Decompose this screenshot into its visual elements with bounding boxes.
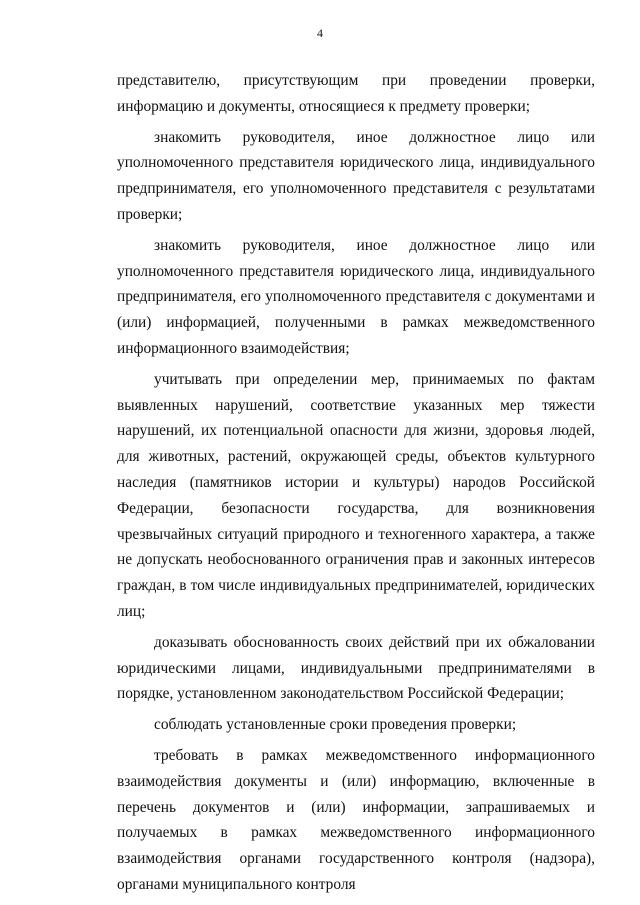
paragraph-violation-measures: учитывать при определении мер, принимаемых по фактам выявленных нарушений, соответствие указанных мер тяжести нарушений, их потенциальной опасности для жизни, здоровья людей, для животных, растений, окружающей среды, объектов культурного наследия (памятников истории и культуры) народов Российской Федерации, безопасности государства, для возникновения чрезвычайных ситуаций природного и техногенного характера, а также не допускать необоснованного ограничения прав и законных интересов граждан, в том числе индивидуальных предпринимателей, юридических лиц; [117, 370, 595, 620]
document-body [117, 68, 595, 898]
paragraph-deadlines: соблюдать установленные сроки проведения проверки; [154, 716, 517, 734]
paragraph-continuation: представителю, присутствующим при проведении проверки, информацию и документы, относящиеся к предмету проверки; [117, 72, 595, 115]
paragraph-inspection-results: знакомить руководителя, иное должностное лицо или уполномоченного представителя юридического лица, индивидуального предпринимателя, его уполномоченного представителя с результатами проверки; [117, 128, 595, 223]
page-number: 4 [317, 26, 323, 40]
paragraph-justification: доказывать обоснованность своих действий при их обжаловании юридическими лицами, индивидуальными предпринимателями в порядке, установленном законодательством Российской Федерации; [117, 633, 595, 703]
paragraph-interagency-documents: знакомить руководителя, иное должностное лицо или уполномоченного представителя юридического лица, индивидуального предпринимателя, его уполномоченного представителя с документами и (или) информацией, полученными в рамках межведомственного информационного взаимодействия; [117, 236, 595, 357]
paragraph-request-documents: требовать в рамках межведомственного информационного взаимодействия документы и (или) информацию, включенные в перечень документов и (или) информации, запрашиваемых и получаемых в рамках межведомственного информационного взаимодействия органами государственного контроля (надзора), органами муниципального контроля [117, 746, 595, 893]
